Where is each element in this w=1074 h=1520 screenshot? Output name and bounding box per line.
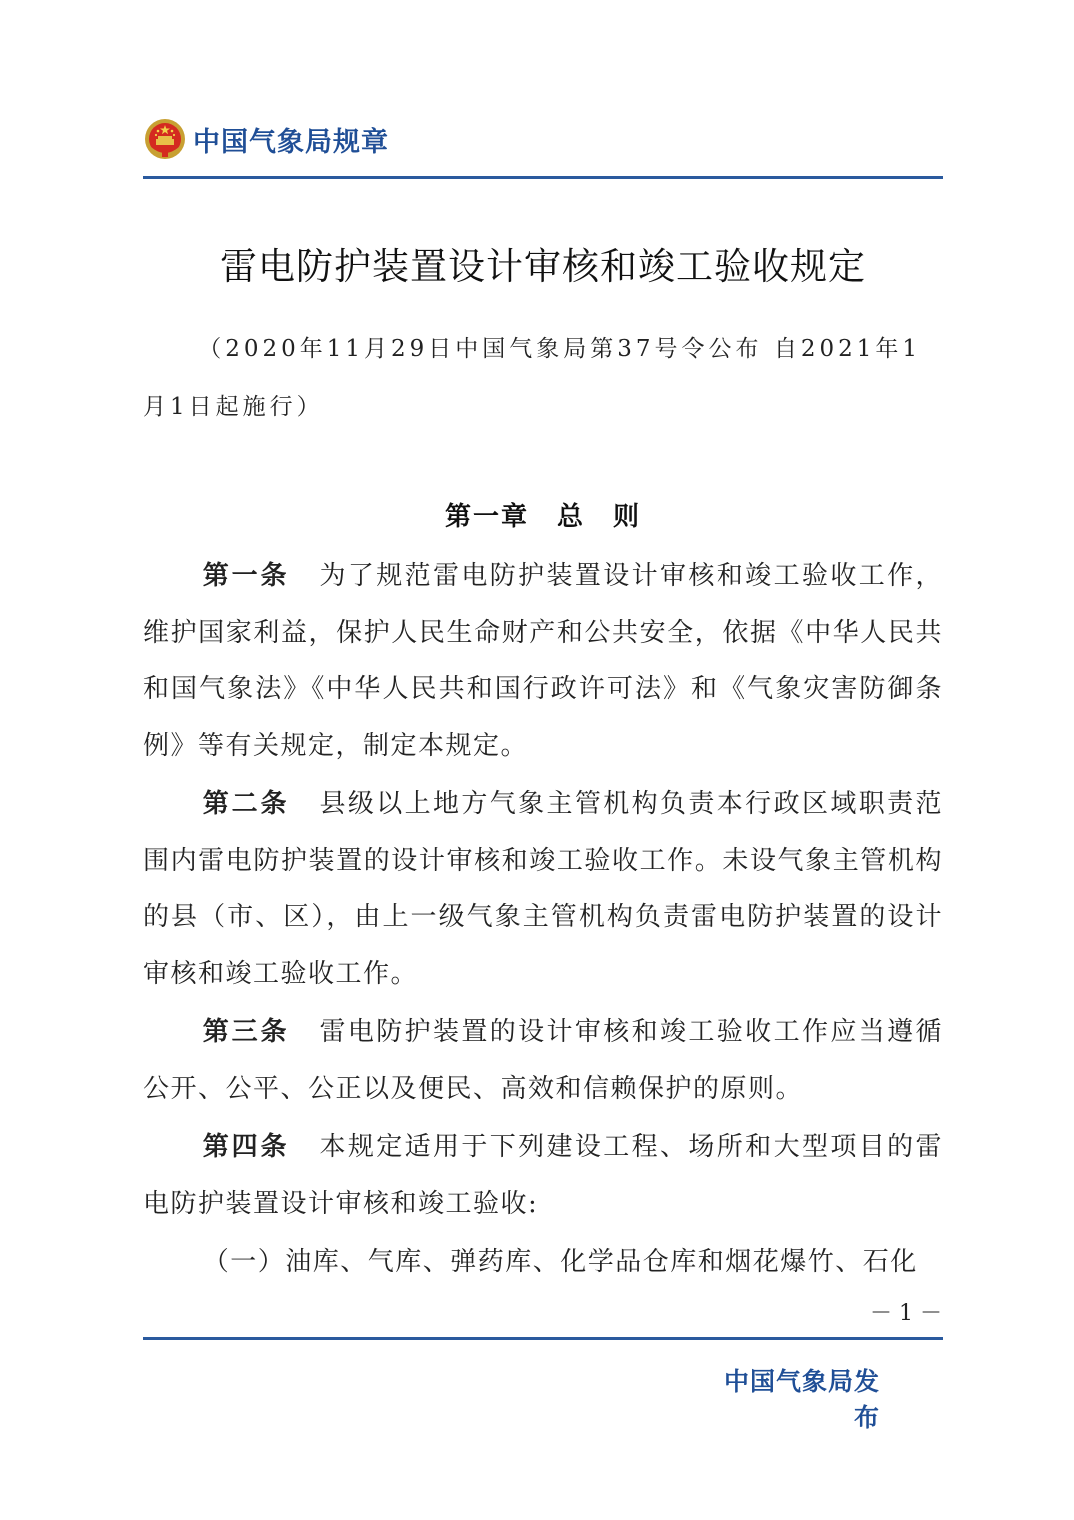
page-number: － 1 － <box>870 1301 942 1326</box>
header-title: 中国气象局规章 <box>193 126 389 158</box>
article-number: 第三条 <box>202 1017 290 1047</box>
footer-divider <box>143 1337 943 1340</box>
national-emblem-icon <box>143 117 187 161</box>
article-number: 第四条 <box>202 1132 290 1162</box>
article-text: 为了规范雷电防护装置设计审核和竣工验收工作，维护国家利益，保护人民生命财产和公共安全，依据《中华人民共和国气象法》《中华人民共和国行政许可法》和《气象灾害防御条例》等有关规定，制定本规定。 <box>143 561 943 761</box>
article-number: 第二条 <box>202 789 290 819</box>
promulgation-note: （2020年11月29日中国气象局第37号令公布 自2021年1月1日起施行） <box>143 336 921 420</box>
article-3 <box>143 1004 943 1117</box>
article-4-item-1: （一）油库、气库、弹药库、化学品仓库和烟花爆竹、石化 <box>202 1247 918 1277</box>
article-1 <box>143 548 943 774</box>
chapter-title: 第一章 总 则 <box>444 502 641 532</box>
header <box>143 114 389 164</box>
header-divider <box>143 176 943 179</box>
document-title: 雷电防护装置设计审核和竣工验收规定 <box>220 245 866 288</box>
article-text: 本规定适用于下列建设工程、场所和大型项目的雷电防护装置设计审核和竣工验收: <box>143 1132 943 1219</box>
article-text: 雷电防护装置的设计审核和竣工验收工作应当遵循公开、公平、公正以及便民、高效和信赖保护的原则。 <box>143 1017 943 1104</box>
article-2 <box>143 776 943 1002</box>
article-number: 第一条 <box>202 561 290 591</box>
article-text: 县级以上地方气象主管机构负责本行政区域职责范围内雷电防护装置的设计审核和竣工验收工作。未设气象主管机构的县（市、区），由上一级气象主管机构负责雷电防护装置的设计审核和竣工验收工作。 <box>143 789 943 989</box>
footer-publisher: 中国气象局发布 <box>723 1367 880 1432</box>
article-4 <box>143 1119 943 1232</box>
document-body <box>143 548 943 1291</box>
